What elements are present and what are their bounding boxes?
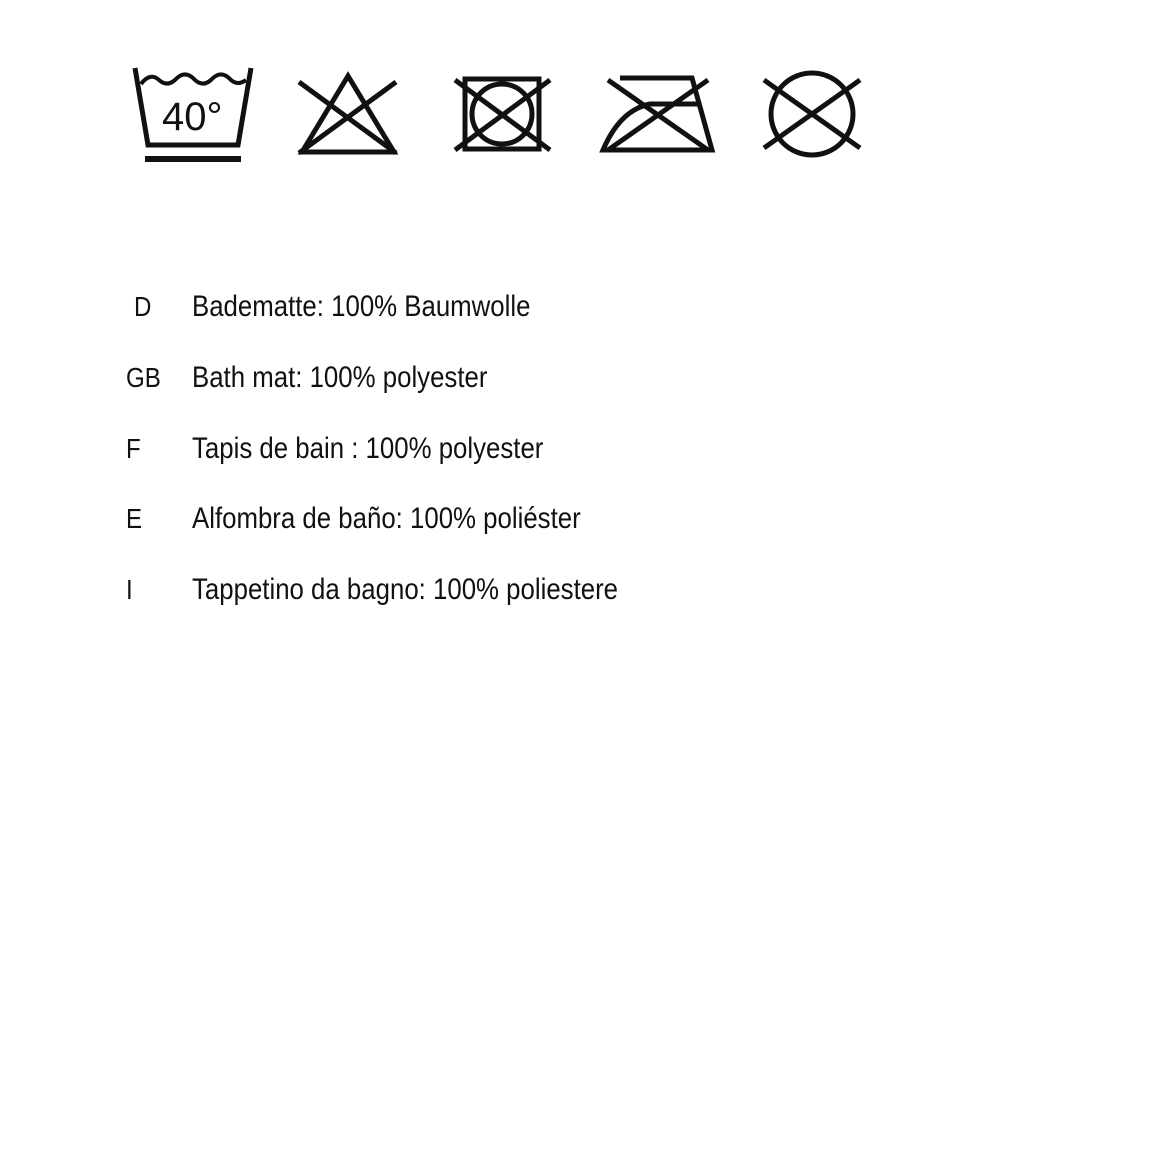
do-not-dry-clean-icon <box>764 73 860 155</box>
language-code: D <box>134 291 152 322</box>
material-text: Bath mat: 100% polyester <box>192 361 488 394</box>
material-text: Badematte: 100% Baumwolle <box>192 290 531 323</box>
language-code: I <box>126 574 133 605</box>
language-code: GB <box>126 362 161 393</box>
wash-40-icon <box>135 68 251 159</box>
do-not-tumble-dry-icon <box>455 79 550 150</box>
material-row-fr <box>0 429 900 469</box>
wash-temperature-label: 40° <box>162 95 223 139</box>
material-row-it <box>0 570 900 610</box>
language-code: F <box>126 433 141 464</box>
material-text: Tapis de bain : 100% polyester <box>192 432 544 465</box>
material-text: Alfombra de baño: 100% poliéster <box>192 502 581 535</box>
material-row-de <box>0 287 900 327</box>
care-symbols-svg <box>0 0 1160 200</box>
do-not-iron-icon <box>603 78 712 150</box>
care-symbols <box>0 0 1160 200</box>
do-not-bleach-icon <box>299 76 396 153</box>
material-row-gb <box>0 358 900 398</box>
language-code: E <box>126 503 143 534</box>
material-row-es <box>0 499 900 539</box>
material-text: Tappetino da bagno: 100% poliestere <box>192 573 619 606</box>
